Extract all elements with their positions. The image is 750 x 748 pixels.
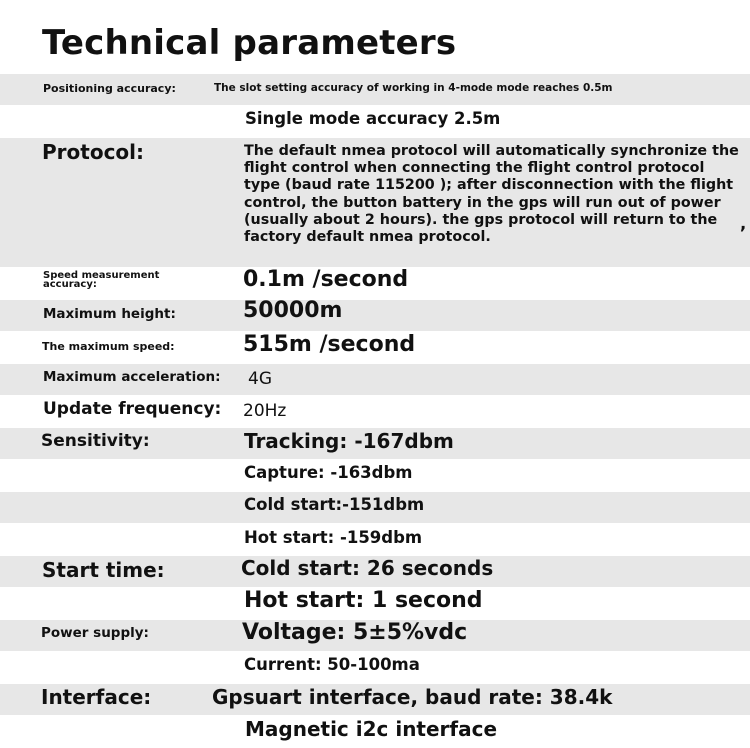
max-acceleration-value: 4G	[248, 369, 272, 389]
power-supply-label: Power supply:	[41, 625, 149, 641]
interface-uart-value: Gpsuart interface, baud rate: 38.4k	[212, 685, 613, 709]
start-time-hot-value: Hot start: 1 second	[244, 588, 483, 613]
single-mode-accuracy-value: Single mode accuracy 2.5m	[245, 109, 501, 128]
start-time-label: Start time:	[42, 558, 165, 582]
interface-i2c-value: Magnetic i2c interface	[245, 717, 498, 741]
max-speed-value: 515m /second	[243, 332, 416, 357]
max-height-value: 50000m	[243, 298, 343, 323]
sensitivity-tracking-value: Tracking: -167dbm	[244, 429, 454, 453]
speed-accuracy-value: 0.1m /second	[243, 267, 409, 292]
sensitivity-label: Sensitivity:	[41, 431, 150, 451]
sensitivity-capture-value: Capture: -163dbm	[244, 463, 413, 482]
interface-label: Interface:	[41, 685, 152, 709]
protocol-label: Protocol:	[42, 140, 145, 164]
max-speed-label: The maximum speed:	[42, 340, 175, 353]
update-frequency-label: Update frequency:	[43, 399, 222, 419]
protocol-value: The default nmea protocol will automatically synchronize the flight control when connecting the flight control protocol type (baud rate 115200 ); after disconnection with the flight control, the button battery in the gps will run out of power (usually about 2 hours). the gps protocol will return to the factory default nmea protocol.	[244, 143, 739, 246]
positioning-accuracy-value: The slot setting accuracy of working in 4-mode mode reaches 0.5m	[214, 82, 613, 94]
sensitivity-hot-start-value: Hot start: -159dbm	[244, 528, 423, 547]
page-title: Technical parameters	[42, 23, 457, 63]
protocol-stray-comma: ,	[740, 214, 747, 233]
power-voltage-value: Voltage: 5±5%vdc	[242, 620, 468, 645]
speed-accuracy-label: Speed measurement accuracy:	[43, 270, 160, 290]
positioning-accuracy-label: Positioning accuracy:	[43, 82, 176, 95]
max-acceleration-label: Maximum acceleration:	[43, 369, 221, 385]
start-time-cold-value: Cold start: 26 seconds	[241, 556, 494, 580]
max-height-label: Maximum height:	[43, 306, 176, 322]
power-current-value: Current: 50-100ma	[244, 655, 420, 674]
update-frequency-value: 20Hz	[243, 401, 287, 421]
sensitivity-cold-start-value: Cold start:-151dbm	[244, 495, 425, 514]
